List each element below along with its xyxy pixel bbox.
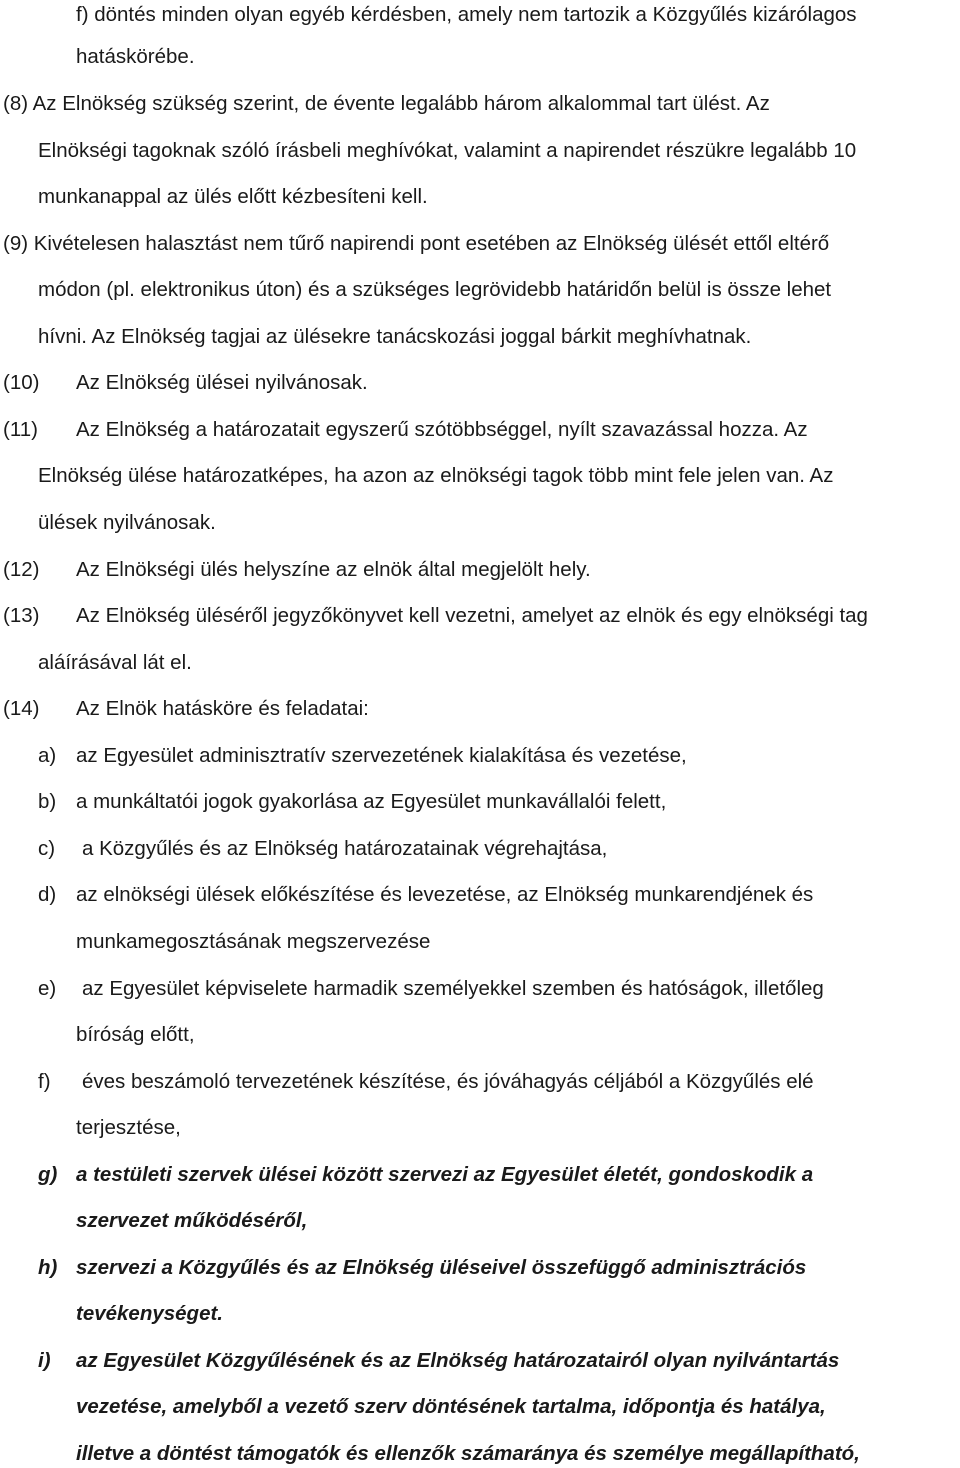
list-item-letter: h) — [38, 1256, 58, 1279]
list-item-text: az Egyesület Közgyűlésének és az Elnökség határozatairól olyan nyilvántartás — [76, 1349, 840, 1372]
text-line: f) döntés minden olyan egyéb kérdésben, amely nem tartozik a Közgyűlés kizárólagos — [76, 3, 857, 26]
list-item-letter: a) — [38, 744, 57, 767]
list-item-text: szervezi a Közgyűlés és az Elnökség üléseivel összefüggő adminisztrációs — [76, 1256, 807, 1279]
paragraph-10: Az Elnökség ülései nyilvánosak. — [76, 371, 368, 394]
paragraph-number: (13) — [3, 604, 40, 627]
paragraph-14: Az Elnök hatásköre és feladatai: — [76, 697, 369, 720]
paragraph-8: (8) Az Elnökség szükség szerint, de évente legalább három alkalommal tart ülést. Az — [3, 92, 770, 115]
list-item-letter: f) — [38, 1070, 51, 1093]
list-item-text: terjesztése, — [76, 1116, 181, 1139]
list-item-text: éves beszámoló tervezetének készítése, és jóváhagyás céljából a Közgyűlés elé — [82, 1070, 814, 1093]
text-line: hívni. Az Elnökség tagjai az ülésekre tanácskozási joggal bárkit meghívhatnak. — [38, 325, 752, 348]
list-item-text: bíróság előtt, — [76, 1023, 195, 1046]
text-line: Elnökségi tagoknak szóló írásbeli meghívókat, valamint a napirendet részükre legalább 10 — [38, 139, 857, 162]
list-item-letter: c) — [38, 837, 56, 860]
text-line: módon (pl. elektronikus úton) és a szükséges legrövidebb határidőn belül is össze lehet — [38, 278, 832, 301]
paragraph-9: (9) Kivételesen halasztást nem tűrő napirendi pont esetében az Elnökség ülését ettől eltérő — [3, 232, 830, 255]
list-item-text: szervezet működéséről, — [76, 1209, 308, 1232]
list-item-text: az Egyesület képviselete harmadik személyekkel szemben és hatóságok, illetőleg — [82, 977, 824, 1000]
list-item-letter: d) — [38, 883, 57, 906]
paragraph-13: Az Elnökség üléséről jegyzőkönyvet kell vezetni, amelyet az elnök és egy elnökségi tag — [76, 604, 868, 627]
paragraph-number: (14) — [3, 697, 40, 720]
paragraph-number: (11) — [3, 418, 38, 441]
paragraph-number: (12) — [3, 558, 40, 581]
text-line: munkanappal az ülés előtt kézbesíteni kell. — [38, 185, 428, 208]
list-item-text: az Egyesület adminisztratív szervezetének kialakítása és vezetése, — [76, 744, 687, 767]
list-item-text: illetve a döntést támogatók és ellenzők számaránya és személye megállapítható, — [76, 1442, 860, 1465]
list-item-letter: b) — [38, 790, 57, 813]
list-item-text: az elnökségi ülések előkészítése és levezetése, az Elnökség munkarendjének és — [76, 883, 814, 906]
list-item-text: a munkáltatói jogok gyakorlása az Egyesület munkavállalói felett, — [76, 790, 667, 813]
list-item-text: a Közgyűlés és az Elnökség határozatainak végrehajtása, — [82, 837, 608, 860]
text-line: hatáskörébe. — [76, 45, 195, 68]
list-item-text: a testületi szervek ülései között szervezi az Egyesület életét, gondoskodik a — [76, 1163, 814, 1186]
text-line: ülések nyilvánosak. — [38, 511, 216, 534]
list-item-letter: g) — [38, 1163, 58, 1186]
paragraph-number: (10) — [3, 371, 40, 394]
list-item-letter: e) — [38, 977, 57, 1000]
list-item-text: tevékenységet. — [76, 1302, 224, 1325]
text-line: Elnökség ülése határozatképes, ha azon az elnökségi tagok több mint fele jelen van. Az — [38, 464, 834, 487]
paragraph-12: Az Elnökségi ülés helyszíne az elnök által megjelölt hely. — [76, 558, 591, 581]
list-item-text: munkamegosztásának megszervezése — [76, 930, 431, 953]
text-line: aláírásával lát el. — [38, 651, 192, 674]
list-item-text: vezetése, amelyből a vezető szerv döntésének tartalma, időpontja és hatálya, — [76, 1395, 826, 1418]
list-item-letter: i) — [38, 1349, 51, 1372]
paragraph-11: Az Elnökség a határozatait egyszerű szótöbbséggel, nyílt szavazással hozza. Az — [76, 418, 808, 441]
